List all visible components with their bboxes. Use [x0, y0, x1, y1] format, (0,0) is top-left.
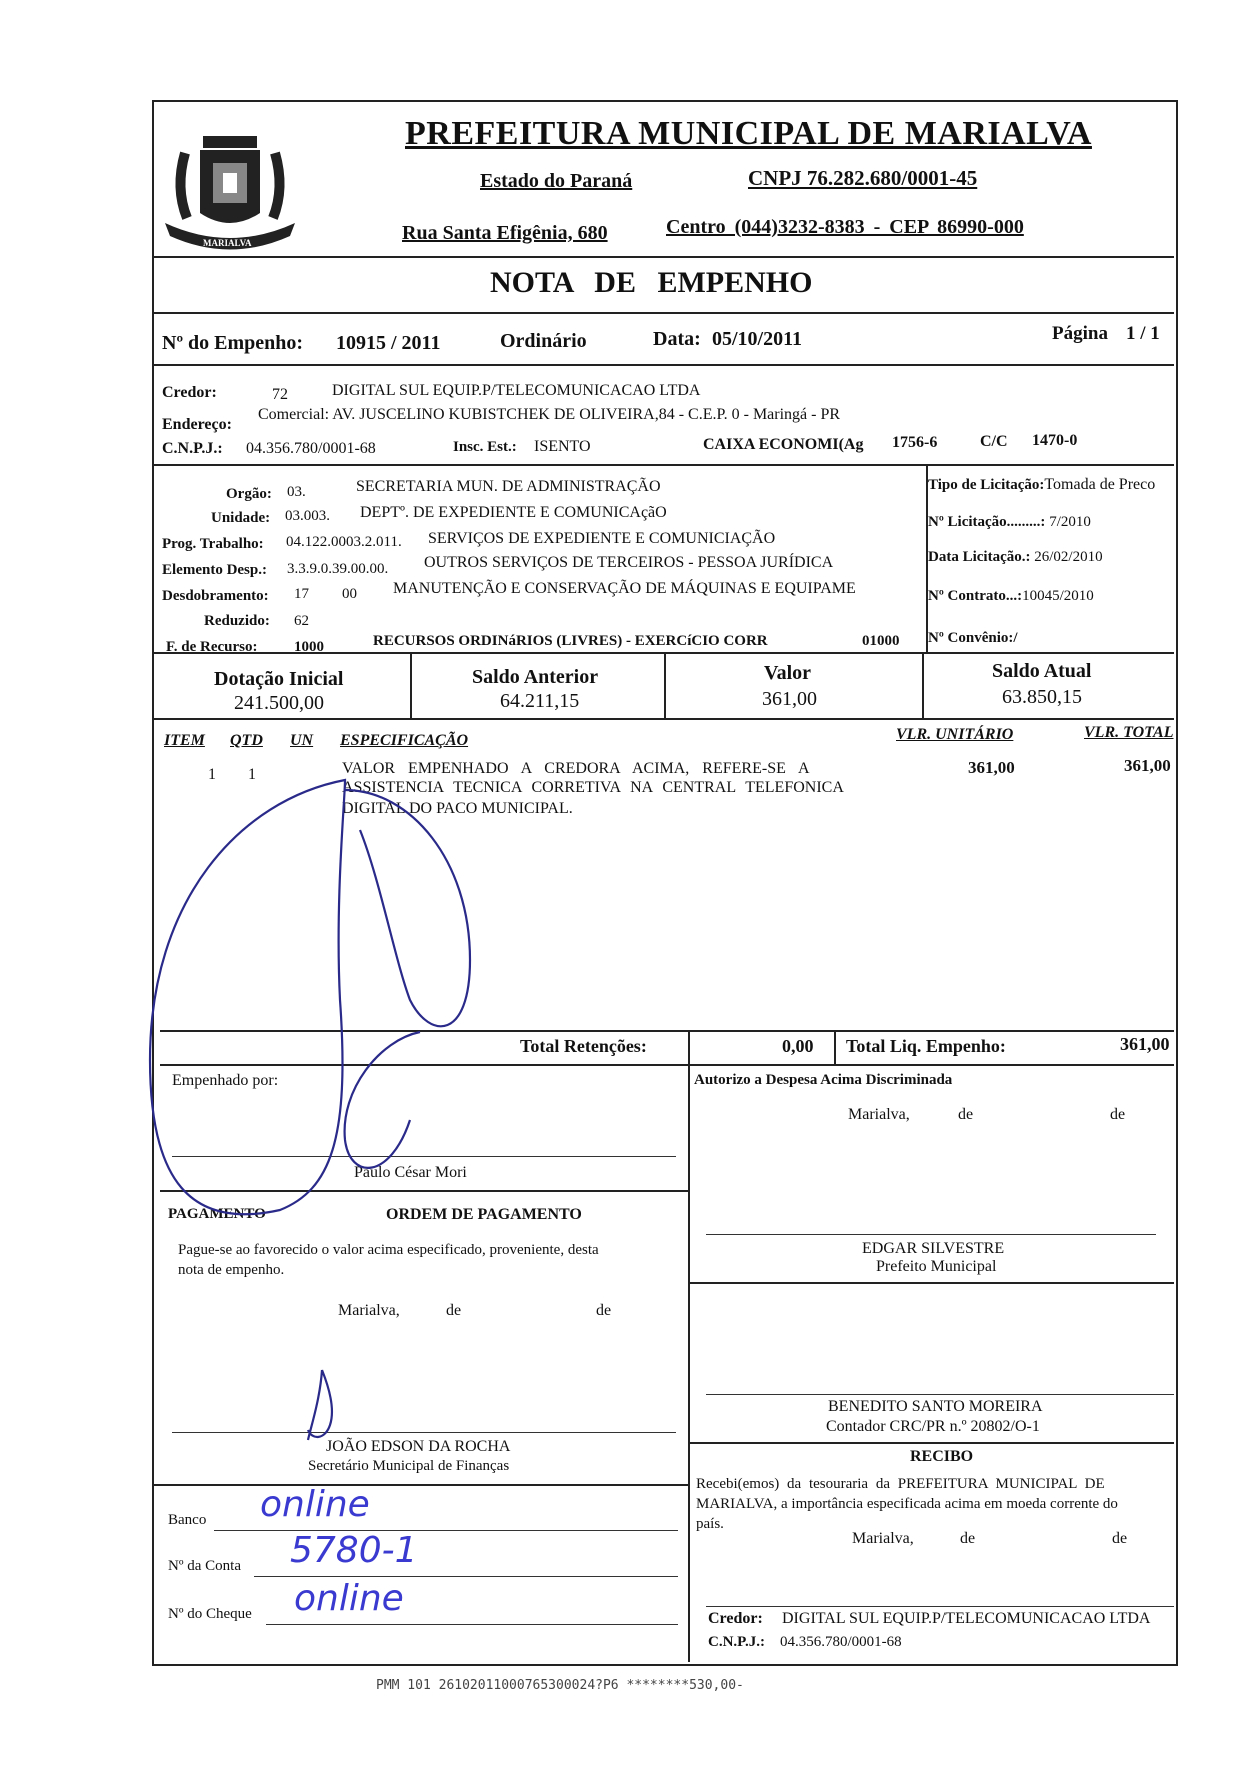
- crest-text: MARIALVA: [203, 238, 252, 248]
- valor-value: 361,00: [762, 688, 817, 710]
- recurso-name: RECURSOS ORDINáRIOS (LIVRES) - EXERCíCIO CORR: [373, 633, 768, 649]
- cc-value: 1470-0: [1032, 432, 1078, 449]
- recibo-title: RECIBO: [910, 1448, 974, 1465]
- conta-label: Nº da Conta: [168, 1558, 241, 1574]
- empenho-date: 05/10/2011: [712, 328, 803, 350]
- dotacao-value: 241.500,00: [234, 692, 324, 714]
- pagamento-de1: de: [446, 1302, 462, 1319]
- saldo-anterior-label: Saldo Anterior: [472, 666, 599, 688]
- saldo-anterior-value: 64.211,15: [500, 690, 580, 712]
- item-number: 1: [208, 766, 216, 783]
- recurso-num: 01000: [862, 633, 900, 649]
- bank-agency: 1756-6: [892, 434, 938, 451]
- autorizo-place: Marialva,: [848, 1106, 910, 1123]
- page-title: PREFEITURA MUNICIPAL DE MARIALVA: [405, 115, 1092, 152]
- cheque-label: Nº do Cheque: [168, 1606, 252, 1622]
- orgao-name: SECRETARIA MUN. DE ADMINISTRAÇÃO: [356, 478, 661, 495]
- desd-name: MANUTENÇÃO E CONSERVAÇÃO DE MÁQUINAS E EQUIPAME: [393, 580, 856, 597]
- orgao-code: 03.: [287, 484, 306, 500]
- unidade-label: Unidade:: [211, 510, 271, 526]
- valor-label: Valor: [764, 662, 812, 684]
- item-total-value: 361,00: [1124, 756, 1171, 775]
- header-cnpj: CNPJ 76.282.680/0001-45: [748, 166, 978, 190]
- footer-code: PMM 101 26102011000765300024?P6 ********530,00-: [376, 1678, 744, 1693]
- col-item: ITEM: [164, 732, 205, 749]
- insc-label: Insc. Est.:: [453, 439, 517, 455]
- pagamento-text-2: nota de empenho.: [178, 1262, 285, 1278]
- pagamento-de2: de: [596, 1302, 612, 1319]
- page-label: Página: [1052, 323, 1108, 344]
- reduzido-label: Reduzido:: [204, 613, 270, 629]
- liquido-label: Total Liq. Empenho:: [846, 1036, 1006, 1056]
- recibo-place: Marialva,: [852, 1530, 914, 1547]
- date-label: Data:: [653, 328, 701, 350]
- col-qtd: QTD: [230, 732, 263, 749]
- cnpj-label: C.N.P.J.:: [162, 440, 223, 457]
- col-spec: ESPECIFICAÇÃO: [340, 732, 469, 749]
- credor-address: Comercial: AV. JUSCELINO KUBISTCHEK DE OLIVEIRA,84 - C.E.P. 0 - Maringá - PR: [258, 406, 841, 423]
- unidade-name: DEPTº. DE EXPEDIENTE E COMUNICAçãO: [360, 504, 667, 521]
- col-unit-value: VLR. UNITÁRIO: [896, 726, 1014, 743]
- elem-name: OUTROS SERVIÇOS DE TERCEIROS - PESSOA JURÍDICA: [424, 554, 834, 571]
- autorizo-de1: de: [958, 1106, 974, 1123]
- recibo-credor-name: DIGITAL SUL EQUIP.P/TELECOMUNICACAO LTDA: [782, 1610, 1151, 1627]
- convenio-number: Nº Convênio:/: [928, 630, 1018, 646]
- empenhado-label: Empenhado por:: [172, 1072, 279, 1089]
- credor-label: Credor:: [162, 384, 217, 401]
- prefeito-role: Prefeito Municipal: [876, 1258, 997, 1275]
- saldo-atual-value: 63.850,15: [1002, 686, 1082, 708]
- item-desc-line3: DIGITAL DO PACO MUNICIPAL.: [342, 800, 573, 817]
- cc-label: C/C: [980, 433, 1008, 450]
- page-number: 1 / 1: [1126, 323, 1160, 344]
- conta-handwritten: 5780-1: [290, 1530, 418, 1571]
- pagamento-title: ORDEM DE PAGAMENTO: [386, 1206, 582, 1223]
- empenhado-name: Paulo César Mori: [354, 1164, 467, 1181]
- pagamento-place: Marialva,: [338, 1302, 400, 1319]
- autorizo-label: Autorizo a Despesa Acima Discriminada: [694, 1072, 953, 1088]
- prefeito-name: EDGAR SILVESTRE: [862, 1240, 1005, 1257]
- col-un: UN: [290, 732, 314, 749]
- retencoes-label: Total Retenções:: [520, 1036, 647, 1056]
- credor-name: DIGITAL SUL EQUIP.P/TELECOMUNICACAO LTDA: [332, 382, 701, 399]
- recibo-cnpj: 04.356.780/0001-68: [780, 1634, 902, 1650]
- orgao-label: Orgão:: [226, 486, 272, 502]
- prog-code: 04.122.0003.2.011.: [286, 534, 402, 550]
- recibo-text-3: país.: [696, 1516, 724, 1532]
- contrato-number: Nº Contrato...:10045/2010: [928, 588, 1094, 604]
- tipo-licitacao-label: Tipo de Licitação:Tomada de Preco: [928, 476, 1156, 493]
- elem-label: Elemento Desp.:: [162, 562, 267, 578]
- state-name: Estado do Paraná: [480, 170, 633, 192]
- pagamento-label: PAGAMENTO: [168, 1206, 266, 1222]
- recurso-label: F. de Recurso:: [166, 639, 258, 655]
- desd-code: 17: [294, 586, 309, 602]
- cheque-handwritten: online: [294, 1578, 404, 1619]
- empenho-type: Ordinário: [500, 330, 587, 352]
- empenho-label: Nº do Empenho:: [162, 332, 304, 354]
- financas-name: JOÃO EDSON DA ROCHA: [326, 1438, 511, 1455]
- contador-role: Contador CRC/PR n.º 20802/O-1: [826, 1418, 1040, 1435]
- licitacao-number: Nº Licitação.........: 7/2010: [928, 514, 1091, 530]
- financas-role: Secretário Municipal de Finanças: [308, 1458, 510, 1474]
- recibo-text-1: Recebi(emos) da tesouraria da PREFEITURA MUNICIPAL DE: [696, 1476, 1105, 1492]
- desd-label: Desdobramento:: [162, 588, 269, 604]
- header-district: Centro (044)3232-8383 - CEP 86990-000: [666, 216, 1024, 238]
- header-street: Rua Santa Efigênia, 680: [402, 222, 608, 244]
- recibo-credor-label: Credor:: [708, 1610, 763, 1627]
- autorizo-de2: de: [1110, 1106, 1126, 1123]
- credor-cnpj: 04.356.780/0001-68: [246, 440, 376, 457]
- item-desc-line1: VALOR EMPENHADO A CREDORA ACIMA, REFERE-SE A: [342, 760, 810, 777]
- item-qty: 1: [248, 766, 256, 783]
- dotacao-label: Dotação Inicial: [214, 668, 344, 690]
- recurso-code: 1000: [294, 639, 324, 655]
- pagamento-text-1: Pague-se ao favorecido o valor acima especificado, proveniente, desta: [178, 1242, 599, 1258]
- retencoes-value: 0,00: [782, 1036, 814, 1056]
- recibo-de1: de: [960, 1530, 976, 1547]
- liquido-value: 361,00: [1120, 1034, 1170, 1054]
- contador-name: BENEDITO SANTO MOREIRA: [828, 1398, 1043, 1415]
- recibo-text-2: MARIALVA, a importância especificada acima em moeda corrente do: [696, 1496, 1118, 1512]
- address-label: Endereço:: [162, 416, 232, 433]
- col-total-value: VLR. TOTAL: [1084, 724, 1174, 741]
- banco-label: Banco: [168, 1512, 207, 1528]
- insc-value: ISENTO: [534, 438, 591, 455]
- recibo-de2: de: [1112, 1530, 1128, 1547]
- licitacao-date: Data Licitação.: 26/02/2010: [928, 549, 1103, 565]
- doc-title: NOTA DE EMPENHO: [490, 266, 813, 299]
- prog-label: Prog. Trabalho:: [162, 536, 264, 552]
- prog-name: SERVIÇOS DE EXPEDIENTE E COMUNICIAÇÃO: [428, 530, 776, 547]
- desd-sub: 00: [342, 586, 357, 602]
- elem-code: 3.3.9.0.39.00.00.: [287, 561, 389, 577]
- item-unit-value: 361,00: [968, 758, 1015, 777]
- bank-name: CAIXA ECONOMI(Ag: [703, 436, 864, 453]
- banco-handwritten: online: [260, 1484, 370, 1525]
- saldo-atual-label: Saldo Atual: [992, 660, 1092, 682]
- credor-code: 72: [272, 386, 288, 403]
- empenho-number: 10915 / 2011: [336, 332, 441, 354]
- item-desc-line2: ASSISTENCIA TECNICA CORRETIVA NA CENTRAL TELEFONICA: [342, 779, 844, 796]
- reduzido-value: 62: [294, 613, 309, 629]
- unidade-code: 03.003.: [285, 508, 330, 524]
- recibo-cnpj-label: C.N.P.J.:: [708, 1634, 765, 1650]
